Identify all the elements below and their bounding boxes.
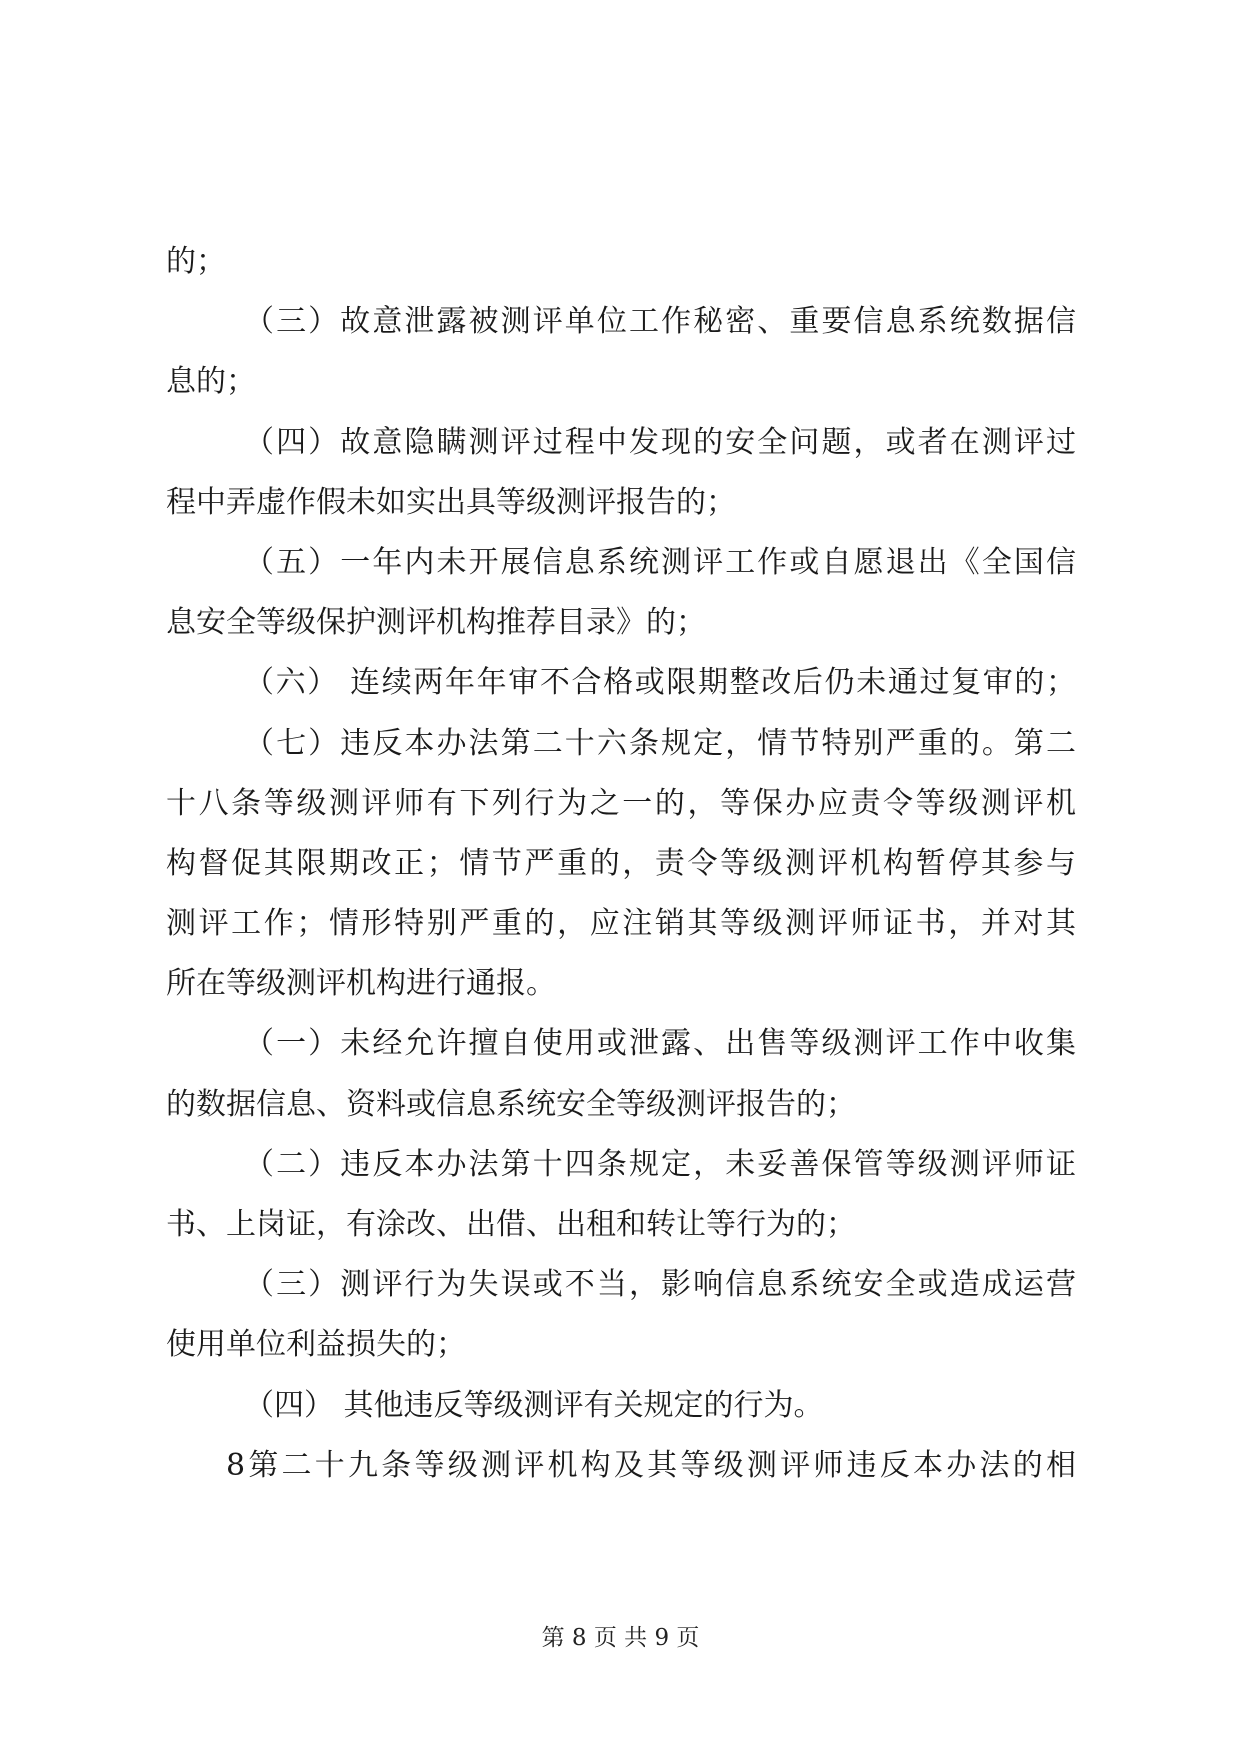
page-footer: 第 8 页 共 9 页 (541, 1625, 700, 1651)
text-line: （二）违反本办法第十四条规定，未妥善保管等级测评师证 (244, 1146, 1076, 1182)
text-line: （四）故意隐瞒测评过程中发现的安全问题，或者在测评过 (244, 424, 1076, 460)
text-line: （三）故意泄露被测评单位工作秘密、重要信息系统数据信 (244, 304, 1076, 340)
document-body (166, 232, 1076, 1496)
text-line: 测评工作；情形特别严重的，应注销其等级测评师证书，并对其 (166, 906, 1076, 942)
text-line: 的数据信息、资料或信息系统安全等级测评报告的； (166, 1086, 856, 1122)
text-line: 使用单位利益损失的； (166, 1327, 466, 1363)
text-line: （四） 其他违反等级测评有关规定的行为。 (244, 1387, 824, 1423)
text-line: 十八条等级测评师有下列行为之一的，等保办应责令等级测评机 (166, 785, 1076, 821)
text-line: 程中弄虚作假未如实出具等级测评报告的； (166, 484, 736, 520)
text-line: 的； (166, 244, 226, 279)
text-line: 书、上岗证，有涂改、出借、出租和转让等行为的； (166, 1207, 856, 1242)
text-line: （五）一年内未开展信息系统测评工作或自愿退出《全国信 (244, 544, 1076, 580)
text-line: 8第二十九条等级测评机构及其等级测评师违反本办法的相 (226, 1447, 1076, 1483)
text-line: （三）测评行为失误或不当，影响信息系统安全或造成运营 (244, 1267, 1076, 1303)
text-line: 构督促其限期改正；情节严重的，责令等级测评机构暂停其参与 (166, 845, 1076, 881)
text-line: 息安全等级保护测评机构推荐目录》的； (166, 605, 706, 641)
text-line: 息的； (166, 364, 256, 400)
text-line: （七）违反本办法第二十六条规定，情节特别严重的。第二 (244, 725, 1076, 761)
text-line: （一）未经允许擅自使用或泄露、出售等级测评工作中收集 (244, 1026, 1076, 1062)
text-line: （六） 连续两年年审不合格或限期整改后仍未通过复审的； (244, 665, 1076, 701)
text-line: 所在等级测评机构进行通报。 (166, 966, 556, 1002)
